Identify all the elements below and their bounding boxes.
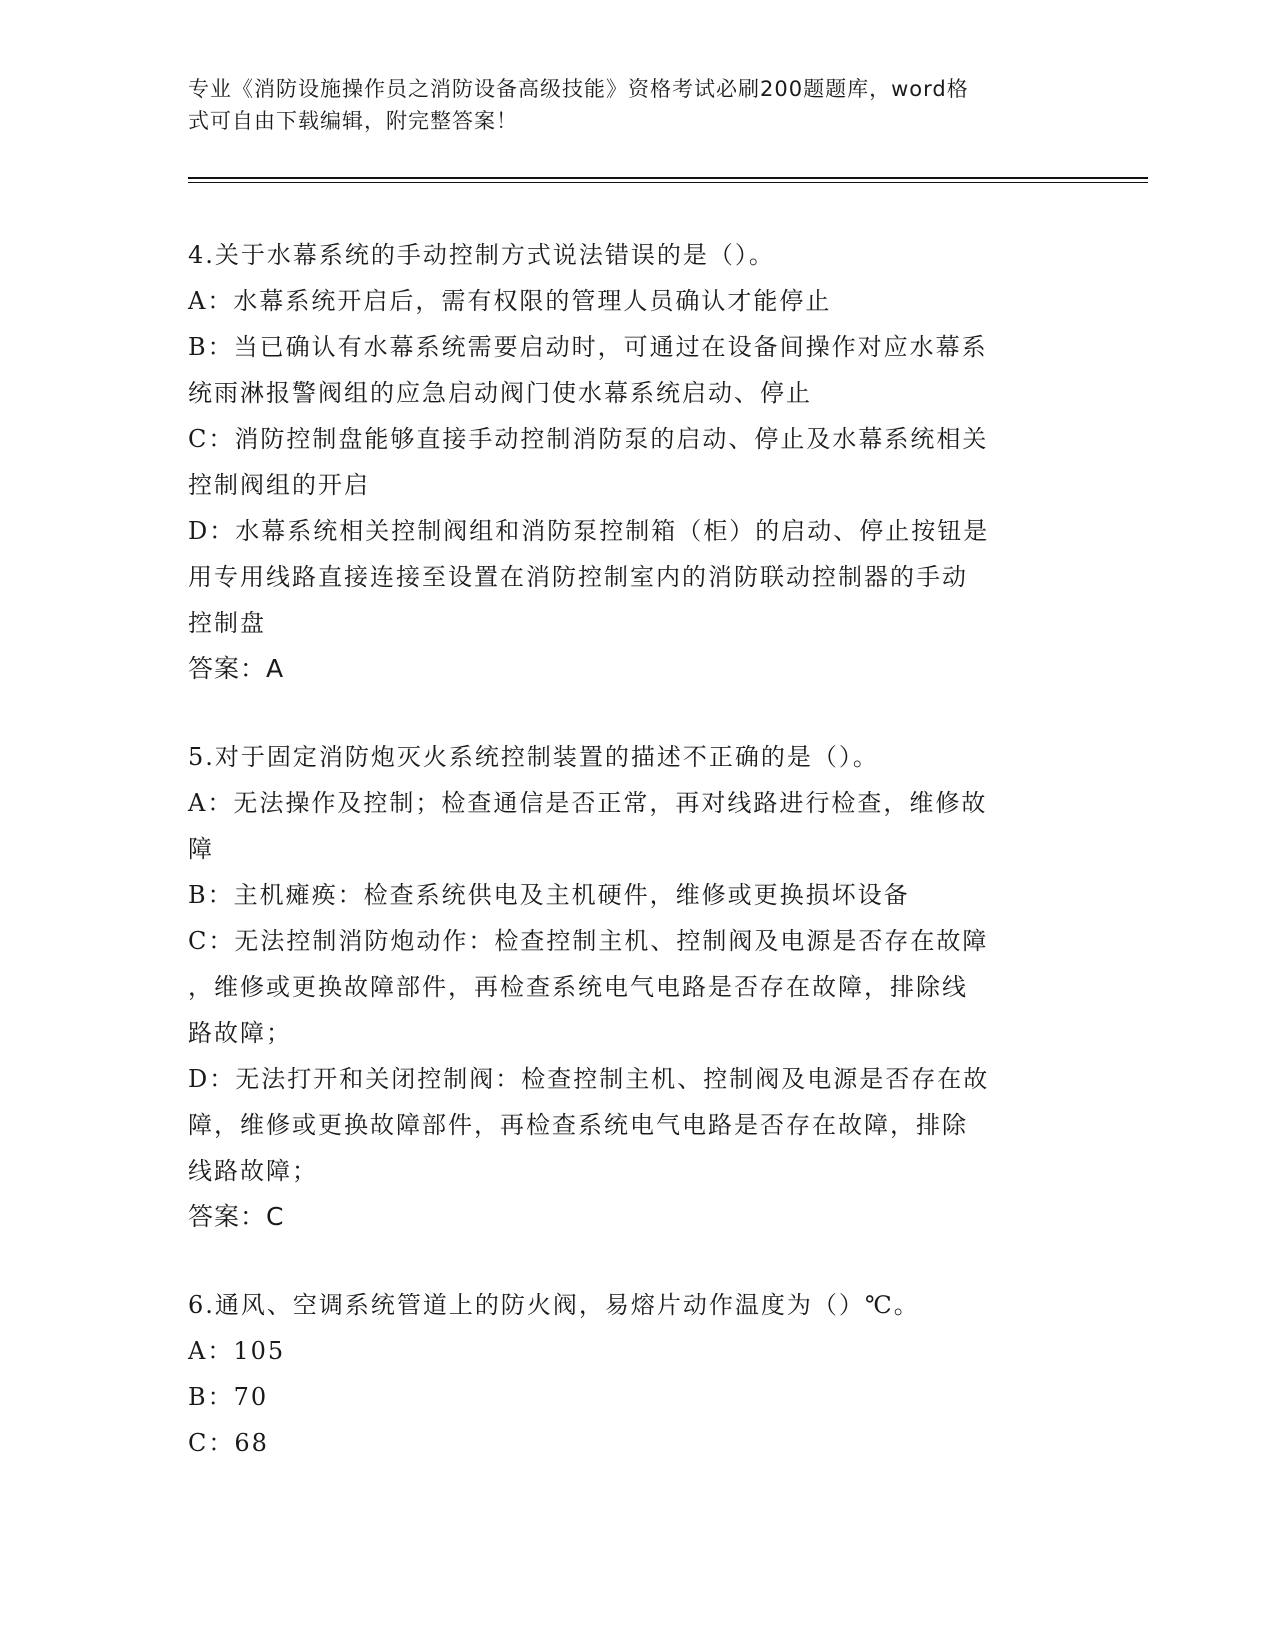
option-line: 控制阀组的开启 (188, 471, 370, 499)
option-line: A：无法操作及控制；检查通信是否正常，再对线路进行检查，维修故 (188, 789, 988, 817)
option-line: D：无法打开和关闭控制阀：检查控制主机、控制阀及电源是否存在故 (188, 1065, 990, 1093)
option-line: 障 (188, 835, 214, 863)
question-title: 5.对于固定消防炮灭火系统控制装置的描述不正确的是（）。 (188, 743, 879, 771)
option-line: C：消防控制盘能够直接手动控制消防泵的启动、停止及水幕系统相关 (188, 425, 989, 453)
option-line: ，维修或更换故障部件，再检查系统电气电路是否存在故障，排除线 (188, 973, 968, 1001)
question-5 (188, 734, 1068, 1240)
option-line: 控制盘 (188, 609, 266, 637)
option-line: B：当已确认有水幕系统需要启动时，可通过在设备间操作对应水幕系 (188, 333, 988, 361)
option-line: A：105 (188, 1337, 286, 1365)
option-line: D：水幕系统相关控制阀组和消防泵控制箱（柜）的启动、停止按钮是 (188, 517, 990, 545)
answer-label: 答案： (188, 1202, 267, 1231)
option-line: A：水幕系统开启后，需有权限的管理人员确认才能停止 (188, 287, 832, 315)
answer-value: A (266, 654, 285, 683)
question-title: 4.关于水幕系统的手动控制方式说法错误的是（）。 (188, 241, 775, 269)
answer-line (188, 1194, 1068, 1240)
answer-label: 答案： (188, 654, 267, 683)
question-4 (188, 232, 1068, 692)
option-line: C：无法控制消防炮动作：检查控制主机、控制阀及电源是否存在故障 (188, 927, 989, 955)
header-divider-thin (188, 182, 1148, 183)
document-header (188, 73, 1068, 137)
option-line: 用专用线路直接连接至设置在消防控制室内的消防联动控制器的手动 (188, 563, 968, 591)
question-spacer (188, 692, 1068, 734)
answer-line (188, 646, 1068, 692)
answer-value: C (266, 1202, 285, 1231)
question-title: 6.通风、空调系统管道上的防火阀，易熔片动作温度为（）℃。 (188, 1291, 920, 1319)
question-spacer (188, 1240, 1068, 1282)
header-line-1: 专业《消防设施操作员之消防设备高级技能》资格考试必刷200题题库，word格 (188, 77, 969, 101)
header-line-2: 式可自由下载编辑，附完整答案！ (188, 109, 518, 133)
question-list (188, 232, 1068, 1466)
option-line: B：主机瘫痪：检查系统供电及主机硬件，维修或更换损坏设备 (188, 881, 910, 909)
option-line: 线路故障； (188, 1157, 318, 1185)
option-line: 统雨淋报警阀组的应急启动阀门使水幕系统启动、停止 (188, 379, 812, 407)
option-line: 路故障； (188, 1019, 292, 1047)
option-line: B：70 (188, 1383, 269, 1411)
option-line: C：68 (188, 1429, 269, 1457)
option-line: 障，维修或更换故障部件，再检查系统电气电路是否存在故障，排除 (188, 1111, 968, 1139)
question-6 (188, 1282, 1068, 1466)
header-divider-thick (188, 177, 1148, 179)
